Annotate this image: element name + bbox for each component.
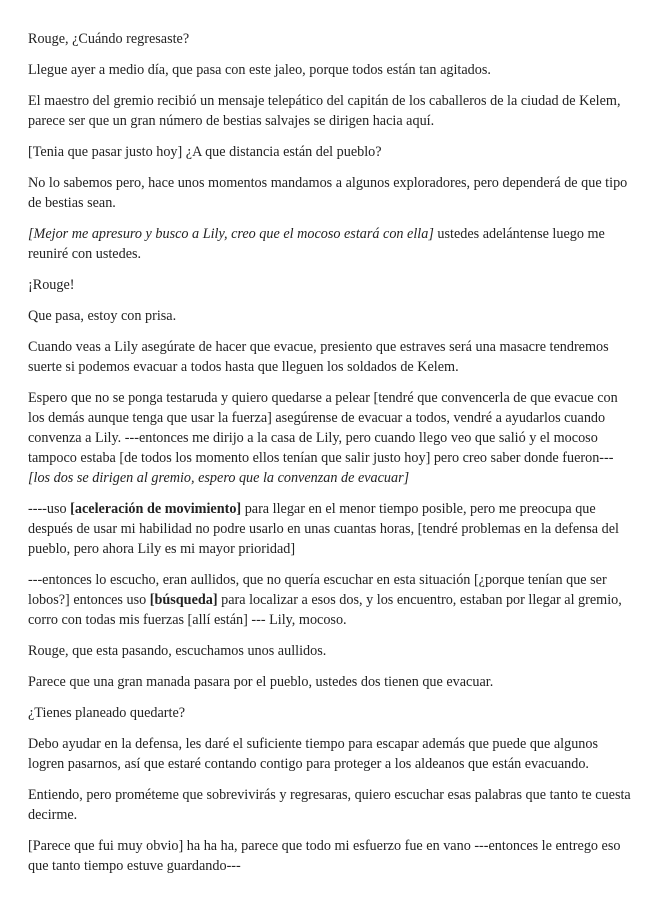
paragraph xyxy=(28,224,632,264)
paragraph-text: ¿Tienes planeado quedarte? xyxy=(28,705,186,721)
paragraph-text: ----uso xyxy=(28,501,71,517)
paragraph-text: para llegar en el menor tiempo posible, pero me preocupa que después de usar mi habilidad no podre usarlo en unas cuantas horas, [tendré problemas en la defensa del pueblo, pero ahora Lily es mi mayor prioridad] xyxy=(28,501,619,557)
paragraph-text: El maestro del gremio recibió un mensaje telepático del capitán de los caballeros de la ciudad de Kelem, parece ser que un gran número de bestias salvajes se dirigen hacia aquí. xyxy=(28,93,621,129)
bold-text: [búsqueda] xyxy=(149,592,218,608)
paragraph xyxy=(28,703,632,723)
paragraph xyxy=(28,734,632,774)
paragraph xyxy=(28,29,632,49)
paragraph-text: ¡Rouge! xyxy=(28,277,75,293)
paragraph xyxy=(28,142,632,162)
paragraph xyxy=(28,836,632,876)
paragraph xyxy=(28,275,632,295)
paragraph xyxy=(28,641,632,661)
bold-text: [aceleración de movimiento] xyxy=(70,501,242,517)
paragraph-text: ustedes adelántense luego me reuniré con ustedes. xyxy=(28,226,605,262)
paragraph-text: Espero que no se ponga testaruda y quiero quedarse a pelear [tendré que convencerla de que evacue con los demás aunque tenga que usar la fuerza] asegúrense de evacuar a todos, vendré a ayudarlos cuando convenza a Lily. ---entonces me dirijo a la casa de Lily, pero cuando llego veo que salió y el mocoso tampoco estaba [de todos los momento ellos tenían que salir justo hoy] pero creo saber donde fueron--- xyxy=(28,390,618,466)
paragraph xyxy=(28,672,632,692)
paragraph-text: Que pasa, estoy con prisa. xyxy=(28,308,177,324)
paragraph xyxy=(28,785,632,825)
paragraph-text: [Tenia que pasar justo hoy] ¿A que distancia están del pueblo? xyxy=(28,144,382,160)
paragraph xyxy=(28,91,632,131)
paragraph xyxy=(28,388,632,488)
paragraph xyxy=(28,60,632,80)
paragraph xyxy=(28,499,632,559)
paragraph-text: [Parece que fui muy obvio] ha ha ha, parece que todo mi esfuerzo fue en vano ---entonces le entrego eso que tanto tiempo estuve guardando--- xyxy=(28,838,621,874)
paragraph-text: Rouge, ¿Cuándo regresaste? xyxy=(28,31,190,47)
paragraph-text: Debo ayudar en la defensa, les daré el suficiente tiempo para escapar además que puede que algunos logren pasarnos, así que estaré contando contigo para proteger a los aldeanos que están evacuando. xyxy=(28,736,599,772)
paragraph-text: Entiendo, pero prométeme que sobrevivirás y regresaras, quiero escuchar esas palabras que tanto te cuesta decirme. xyxy=(28,787,631,823)
paragraph-text: ---entonces lo escucho, eran aullidos, que no quería escuchar en esta situación [¿porque tenían que ser lobos?] entonces uso xyxy=(28,572,607,608)
paragraph-text: Rouge, que esta pasando, escuchamos unos aullidos. xyxy=(28,643,327,659)
paragraph-text: Parece que una gran manada pasara por el pueblo, ustedes dos tienen que evacuar. xyxy=(28,674,494,690)
paragraph xyxy=(28,306,632,326)
paragraph-text: No lo sabemos pero, hace unos momentos mandamos a algunos exploradores, pero dependerá de que tipo de bestias sean. xyxy=(28,175,628,211)
paragraph xyxy=(28,337,632,377)
paragraph xyxy=(28,570,632,630)
italic-text: [Mejor me apresuro y busco a Lily, creo que el mocoso estará con ella] xyxy=(28,226,434,242)
paragraph xyxy=(28,173,632,213)
paragraph-text: para localizar a esos dos, y los encuentro, estaban por llegar al gremio, corro con todas mis fuerzas [allí están] --- Lily, mocoso. xyxy=(28,592,622,628)
italic-text: [los dos se dirigen al gremio, espero que la convenzan de evacuar] xyxy=(28,470,410,486)
paragraph-text: Cuando veas a Lily asegúrate de hacer que evacue, presiento que estraves será una masacre tendremos suerte si podemos evacuar a todos hasta que lleguen los soldados de Kelem. xyxy=(28,339,609,375)
paragraph-text: Llegue ayer a medio día, que pasa con este jaleo, porque todos están tan agitados. xyxy=(28,62,491,78)
